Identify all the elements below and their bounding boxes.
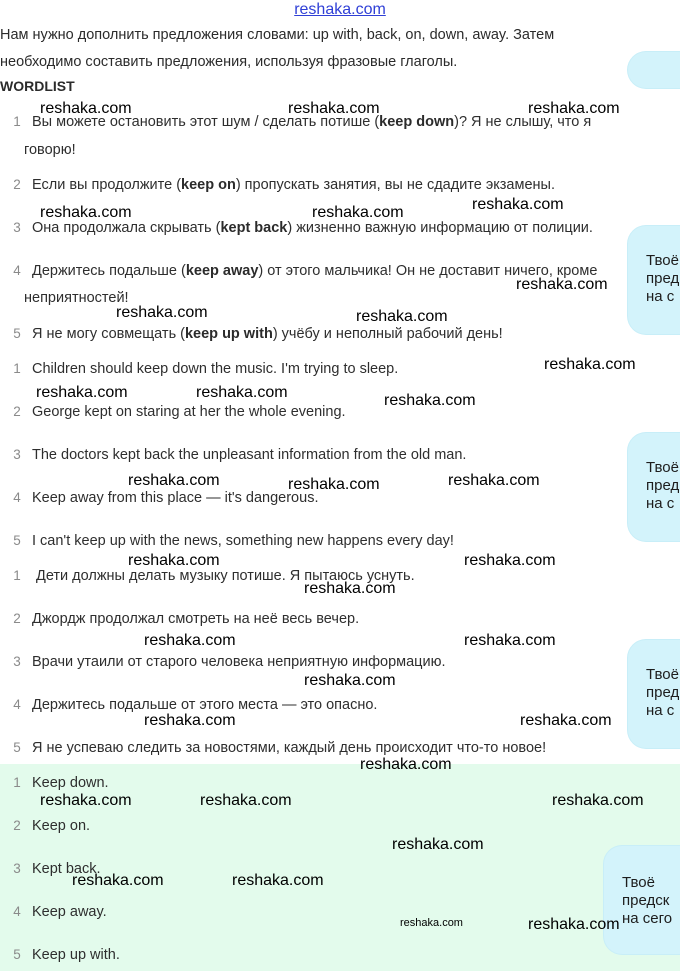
watermark: reshaka.com [304, 672, 396, 689]
item-number: 3 [13, 861, 21, 876]
item-number: 5 [13, 533, 21, 548]
watermark: reshaka.com [144, 712, 236, 729]
bubble-line: Твоё [646, 459, 679, 476]
watermark: reshaka.com [360, 756, 452, 773]
item-number: 5 [13, 326, 21, 341]
answer-text: Keep away. [32, 904, 107, 920]
bubble-line: Твоё [646, 666, 679, 683]
watermark: reshaka.com [304, 580, 396, 597]
item-number: 2 [13, 177, 21, 192]
sentence-ru-cont: говорю! [24, 142, 76, 158]
bubble-line: на с [646, 288, 675, 305]
bubble-line: пред [646, 477, 680, 494]
watermark: reshaka.com [116, 304, 208, 321]
watermark: reshaka.com [356, 308, 448, 325]
sentence-ru-cont: неприятностей! [24, 290, 129, 306]
promo-bubble[interactable] [628, 226, 680, 334]
item-number: 4 [13, 904, 21, 919]
bubble-line: пред [646, 684, 680, 701]
bubble-line: на с [646, 702, 675, 719]
item-number: 3 [13, 447, 21, 462]
intro-line: Нам нужно дополнить предложения словами: up with, back, on, down, away. Затем [0, 27, 555, 43]
sentence-en: Keep away from this place — it's dangerous. [32, 490, 319, 506]
sentence-en: I can't keep up with the news, something new happens every day! [32, 533, 454, 549]
watermark: reshaka.com [288, 100, 380, 117]
item-number: 1 [13, 568, 21, 583]
item-number: 2 [13, 611, 21, 626]
bubble-line: Твоё [646, 252, 679, 269]
watermark: reshaka.com [464, 552, 556, 569]
sentence-ru: Если вы продолжите (keep on) пропускать занятия, вы не сдадите экзамены. [32, 177, 555, 193]
promo-bubble[interactable] [604, 846, 680, 954]
sentence-translation: Врачи утаили от старого человека неприятную информацию. [32, 654, 446, 670]
phrasal-verb: keep away [185, 263, 259, 279]
answer-text: Keep on. [32, 818, 91, 834]
watermark: reshaka.com [312, 204, 404, 221]
watermark: reshaka.com [384, 392, 476, 409]
watermark: reshaka.com [552, 792, 644, 809]
phrasal-verb: keep down [379, 114, 455, 130]
watermark: reshaka.com [528, 916, 620, 933]
phrasal-verb: keep up with [184, 326, 273, 342]
watermark: reshaka.com [144, 632, 236, 649]
item-number: 2 [13, 404, 21, 419]
watermark: reshaka.com [40, 204, 132, 221]
phrasal-verb: keep on [181, 177, 236, 193]
sentence-ru: Вы можете остановить этот шум / сделать потише (keep down)? Я не слышу, что я [32, 114, 592, 130]
watermark: reshaka.com [128, 552, 220, 569]
watermark: reshaka.com [400, 917, 463, 929]
promo-bubble[interactable] [628, 52, 680, 88]
watermark: reshaka.com [516, 276, 608, 293]
sentence-ru: Держитесь подальше (keep away) от этого мальчика! Он не доставит ничего, кроме [32, 263, 598, 279]
watermark: reshaka.com [40, 100, 132, 117]
promo-bubble[interactable] [628, 433, 680, 541]
watermark: reshaka.com [448, 472, 540, 489]
watermark: reshaka.com [392, 836, 484, 853]
answer-text: Kept back. [32, 861, 101, 877]
item-number: 3 [13, 220, 21, 235]
watermark: reshaka.com [196, 384, 288, 401]
sentence-translation: Джордж продолжал смотреть на неё весь вечер. [32, 611, 360, 627]
sentence-translation: Я не успеваю следить за новостями, каждый день происходит что-то новое! [32, 740, 547, 756]
bubble-line: предск [622, 892, 670, 909]
watermark: reshaka.com [528, 100, 620, 117]
wordlist-heading: WORDLIST [0, 78, 75, 94]
item-number: 1 [13, 775, 21, 790]
sentence-translation: Дети должны делать музыку потише. Я пытаюсь уснуть. [36, 568, 415, 584]
sentence-ru: Она продолжала скрывать (kept back) жизненно важную информацию от полиции. [32, 220, 593, 236]
item-number: 4 [13, 490, 21, 505]
watermark: reshaka.com [232, 872, 324, 889]
item-number: 1 [13, 361, 21, 376]
watermark: reshaka.com [128, 472, 220, 489]
watermark: reshaka.com [464, 632, 556, 649]
item-number: 4 [13, 263, 21, 278]
sentence-en: Children should keep down the music. I'm trying to sleep. [32, 361, 399, 377]
bubble-line: на с [646, 495, 675, 512]
bubble-line: Твоё [622, 874, 655, 891]
item-number: 3 [13, 654, 21, 669]
watermark: reshaka.com [520, 712, 612, 729]
watermark: reshaka.com [72, 872, 164, 889]
item-number: 2 [13, 818, 21, 833]
sentence-en: The doctors kept back the unpleasant information from the old man. [32, 447, 467, 463]
answer-text: Keep down. [32, 775, 109, 791]
item-number: 1 [13, 114, 21, 129]
promo-bubble[interactable] [628, 640, 680, 748]
site-link[interactable]: reshaka.com [294, 1, 386, 18]
watermark: reshaka.com [200, 792, 292, 809]
intro-line: необходимо составить предложения, используя фразовые глаголы. [0, 54, 458, 70]
sentence-translation: Держитесь подальше от этого места — это опасно. [32, 697, 378, 713]
item-number: 4 [13, 697, 21, 712]
watermark: reshaka.com [472, 196, 564, 213]
bubble-line: на сего [622, 910, 673, 927]
watermark: reshaka.com [288, 476, 380, 493]
sentence-en: George kept on staring at her the whole evening. [32, 404, 346, 420]
item-number: 5 [13, 740, 21, 755]
sentence-ru: Я не могу совмещать (keep up with) учёбу и неполный рабочий день! [32, 326, 503, 342]
answer-text: Keep up with. [32, 947, 120, 963]
watermark: reshaka.com [40, 792, 132, 809]
phrasal-verb: kept back [220, 220, 288, 236]
watermark: reshaka.com [544, 356, 636, 373]
watermark: reshaka.com [36, 384, 128, 401]
item-number: 5 [13, 947, 21, 962]
bubble-line: пред [646, 270, 680, 287]
